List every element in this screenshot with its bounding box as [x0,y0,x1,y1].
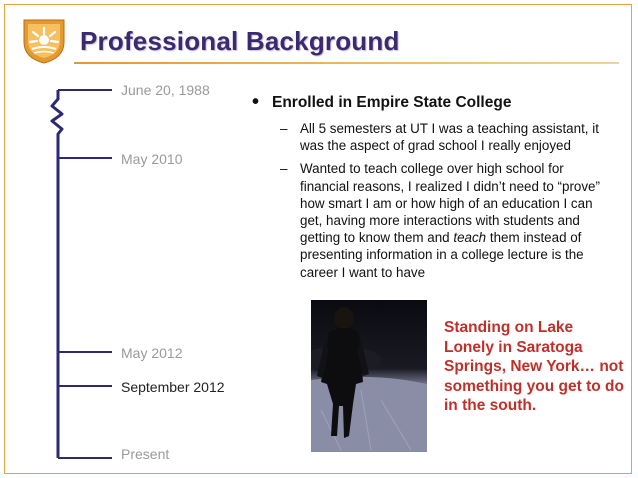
subbullet-text: Wanted to teach college over high school for financial reasons, I realized I didn’t need to “prove” how smart I am or how high of an education I can get, having more interactions with students and getting to know them and [300,161,600,246]
timeline-label: May 2012 [121,345,183,361]
subbullet-item [252,120,612,154]
snow-photo [311,300,427,452]
bullet-list [252,91,612,281]
timeline-axis [52,90,62,458]
timeline-label: June 20, 1988 [121,82,210,98]
subbullet-emphasis: teach [453,230,487,246]
subbullet-item [252,160,612,280]
subbullet-text: All 5 semesters at UT I was a teaching assistant, it was the aspect of grad school I really enjoyed [300,121,599,154]
dash-icon: – [280,161,288,177]
photo-caption: Standing on Lake Lonely in Saratoga Springs, New York… not something you get to do in the south. [444,319,624,415]
dash-icon: – [280,121,288,136]
bullet-item [252,91,612,113]
bullet-dot-icon: • [252,91,260,113]
timeline-label-current: September 2012 [121,379,225,395]
slide-title: Professional Background [80,26,400,56]
subbullet-text-end: them instead of presenting information in a college lecture is the career I want to have [300,230,584,280]
bullet-text: Enrolled in Empire State College [272,94,512,111]
timeline-label: May 2010 [121,151,183,167]
timeline-label: Present [121,446,170,462]
